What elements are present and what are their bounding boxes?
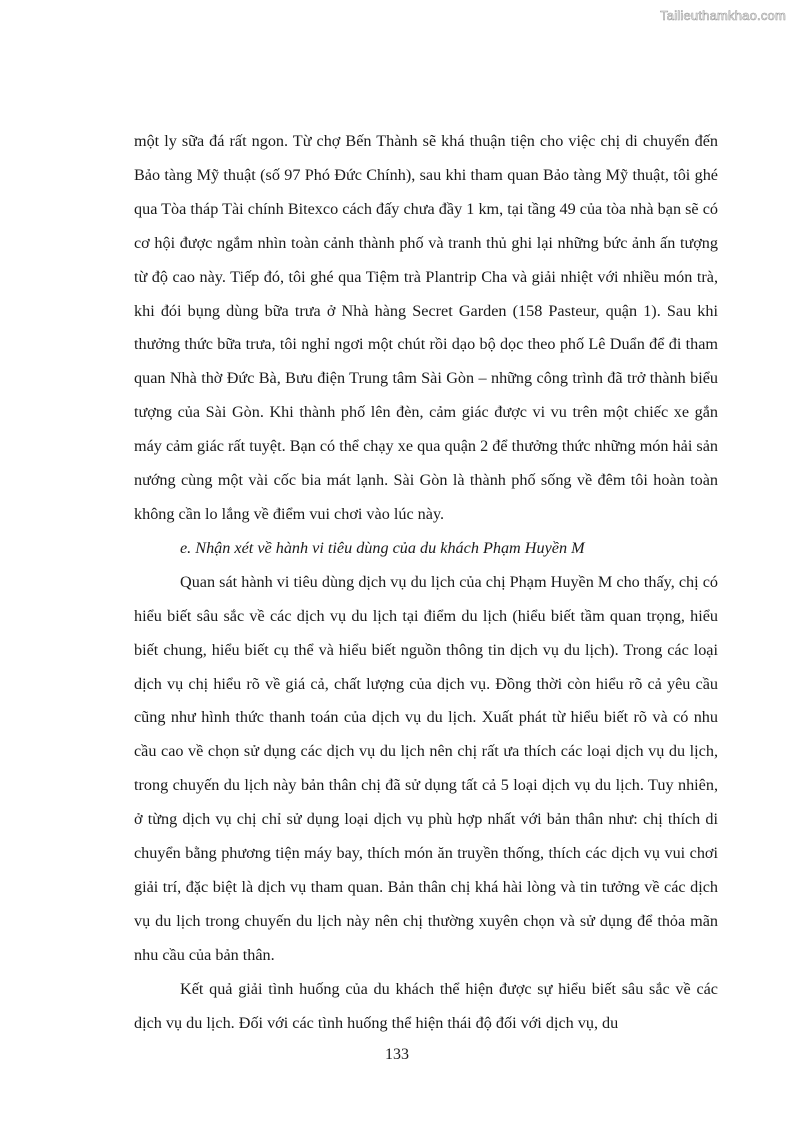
page-number: 133 xyxy=(385,1046,409,1063)
document-body xyxy=(134,125,718,1040)
paragraph-result: Kết quả giải tình huống của du khách thể hiện được sự hiểu biết sâu sắc về các dịch vụ du lịch. Đối với các tình huống thể hiện thái độ đối với dịch vụ, du xyxy=(134,979,718,1032)
paragraph-continuation: một ly sữa đá rất ngon. Từ chợ Bến Thành sẽ khá thuận tiện cho việc chị di chuyển đến Bảo tàng Mỹ thuật (số 97 Phó Đức Chính), sau khi tham quan Bảo tàng Mỹ thuật, tôi ghé qua Tòa tháp Tài chính Bitexco cách đấy chưa đầy 1 km, tại tầng 49 của tòa nhà bạn sẽ có cơ hội được ngắm nhìn toàn cảnh thành phố và tranh thủ ghi lại những bức ảnh ấn tượng từ độ cao này. Tiếp đó, tôi ghé qua Tiệm trà Plantrip Cha và giải nhiệt với nhiều món trà, khi đói bụng dùng bữa trưa ở Nhà hàng Secret Garden (158 Pasteur, quận 1). Sau khi thưởng thức bữa trưa, tôi nghỉ ngơi một chút rồi dạo bộ dọc theo phố Lê Duẩn để đi tham quan Nhà thờ Đức Bà, Bưu điện Trung tâm Sài Gòn – những công trình đã trở thành biểu tượng của Sài Gòn. Khi thành phố lên đèn, cảm giác được vi vu trên một chiếc xe gắn máy cảm giác rất tuyệt. Bạn có thể chạy xe qua quận 2 để thưởng thức những món hải sản nướng cùng một vài cốc bia mát lạnh. Sài Gòn là thành phố sống về đêm tôi hoàn toàn không cần lo lắng về điểm vui chơi vào lúc này. xyxy=(134,132,718,523)
paragraph-analysis: Quan sát hành vi tiêu dùng dịch vụ du lịch của chị Phạm Huyền M cho thấy, chị có hiểu biết sâu sắc về các dịch vụ du lịch tại điểm du lịch (hiểu biết tầm quan trọng, hiểu biết chung, hiểu biết cụ thể và hiểu biết nguồn thông tin dịch vụ du lịch). Trong các loại dịch vụ chị hiểu rõ về giá cả, chất lượng của dịch vụ. Đồng thời còn hiểu rõ cả yêu cầu cũng như hình thức thanh toán của dịch vụ du lịch. Xuất phát từ hiểu biết rõ và có nhu cầu cao về chọn sử dụng các dịch vụ du lịch nên chị rất ưa thích các loại dịch vụ du lịch, trong chuyến du lịch này bản thân chị đã sử dụng tất cả 5 loại dịch vụ du lịch. Tuy nhiên, ở từng dịch vụ chị chỉ sử dụng loại dịch vụ phù hợp nhất với bản thân như: chị thích di chuyển bằng phương tiện máy bay, thích món ăn truyền thống, thích các dịch vụ vui chơi giải trí, đặc biệt là dịch vụ tham quan. Bản thân chị khá hài lòng và tin tưởng về các dịch vụ du lịch trong chuyến du lịch này nên chị thường xuyên chọn và sử dụng để thỏa mãn nhu cầu của bản thân. xyxy=(134,572,718,964)
section-heading: e. Nhận xét về hành vi tiêu dùng của du khách Phạm Huyền M xyxy=(180,538,585,557)
watermark-text: Tailieuthamkhao.com xyxy=(660,8,786,23)
